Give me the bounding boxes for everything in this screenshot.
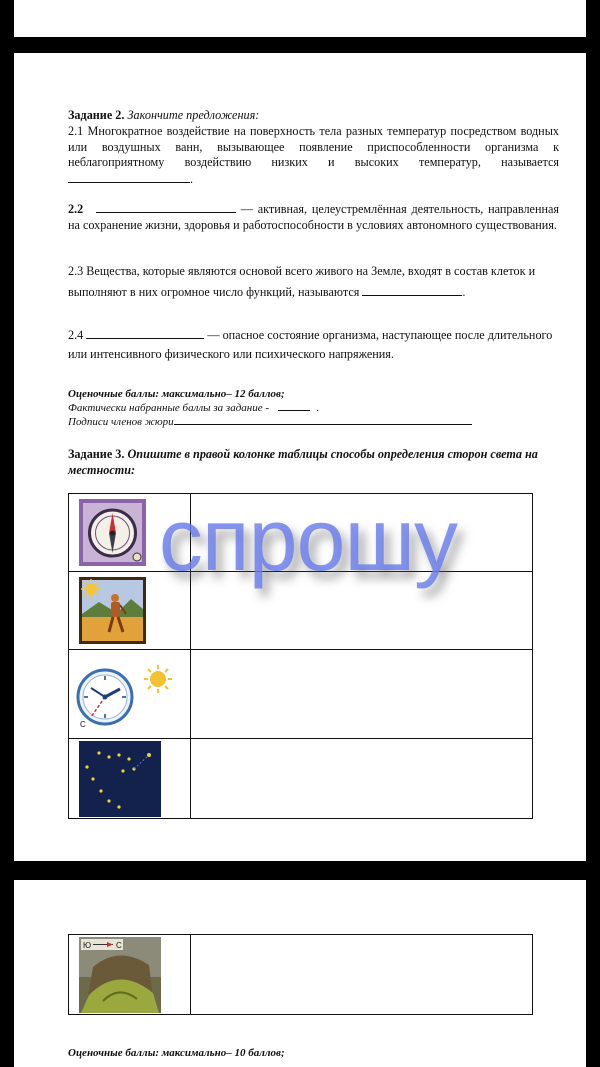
scores-block-3: Оценочные баллы: максимально– 10 баллов; [68, 1047, 285, 1059]
answer-cell[interactable] [191, 935, 533, 1015]
table-row [69, 739, 533, 819]
answer-blank-2-1[interactable] [68, 171, 190, 183]
actual-score-line: Фактически набранные баллы за задание - . [68, 402, 320, 414]
compass-north-label: С [116, 940, 122, 950]
question-2-4: 2.4 — опасное состояние организма, наступающее после длительного или интенсивного физического или психического напряжения. [68, 328, 553, 361]
image-cell [69, 739, 191, 819]
jury-signature-line: Подписи членов жюри [68, 415, 559, 429]
answer-blank-2-3[interactable] [362, 284, 462, 296]
stars-night-sky-icon [79, 741, 161, 817]
clock-south-label: С [80, 720, 86, 729]
task3-heading: Задание 3. Опишите в правой колонке таблицы способы определения сторон света на местности: [68, 447, 538, 477]
answer-blank-2-2[interactable] [96, 201, 236, 213]
next-page-fragment [14, 880, 586, 1067]
compass-south-label: Ю [83, 940, 92, 950]
directions-table-continued [68, 934, 533, 1015]
answer-cell[interactable] [191, 739, 533, 819]
tree-stump-compass-icon [79, 937, 161, 1013]
table-row [69, 650, 533, 739]
image-cell [69, 650, 191, 739]
table-row [69, 935, 533, 1015]
jury-signature-blank[interactable] [174, 415, 472, 425]
clock-sun-icon [75, 655, 185, 733]
image-cell [69, 935, 191, 1015]
scores-block-2 [68, 387, 559, 429]
actual-score-blank[interactable] [278, 401, 310, 411]
max-score-line: Оценочные баллы: максимально– 12 баллов; [68, 388, 285, 400]
answer-blank-2-4[interactable] [86, 327, 204, 339]
worksheet-page [14, 53, 586, 861]
task2-heading: Задание 2. Закончите предложения: [68, 108, 260, 122]
answer-cell[interactable] [191, 650, 533, 739]
question-2-3: 2.3 Вещества, которые являются основой всего живого на Земле, входят в состав клеток и выполняют в них огромное число функций, называются . [68, 264, 536, 299]
question-2-1: 2.1 Многократное воздействие на поверхность тела разных температур посредством водных или воздушных ванн, вызывающее появление приспособленности организма к неблагоприятному воздействию низких и высоких температур, называется . [68, 124, 559, 186]
previous-page-fragment [14, 0, 586, 37]
watermark-text: спрошу [158, 490, 458, 589]
question-2-2: 2.2 — активная, целеустремлённая деятельность, направленная на сохранение жизни, здоровья и работоспособности в условиях автономного существования. [68, 202, 560, 232]
